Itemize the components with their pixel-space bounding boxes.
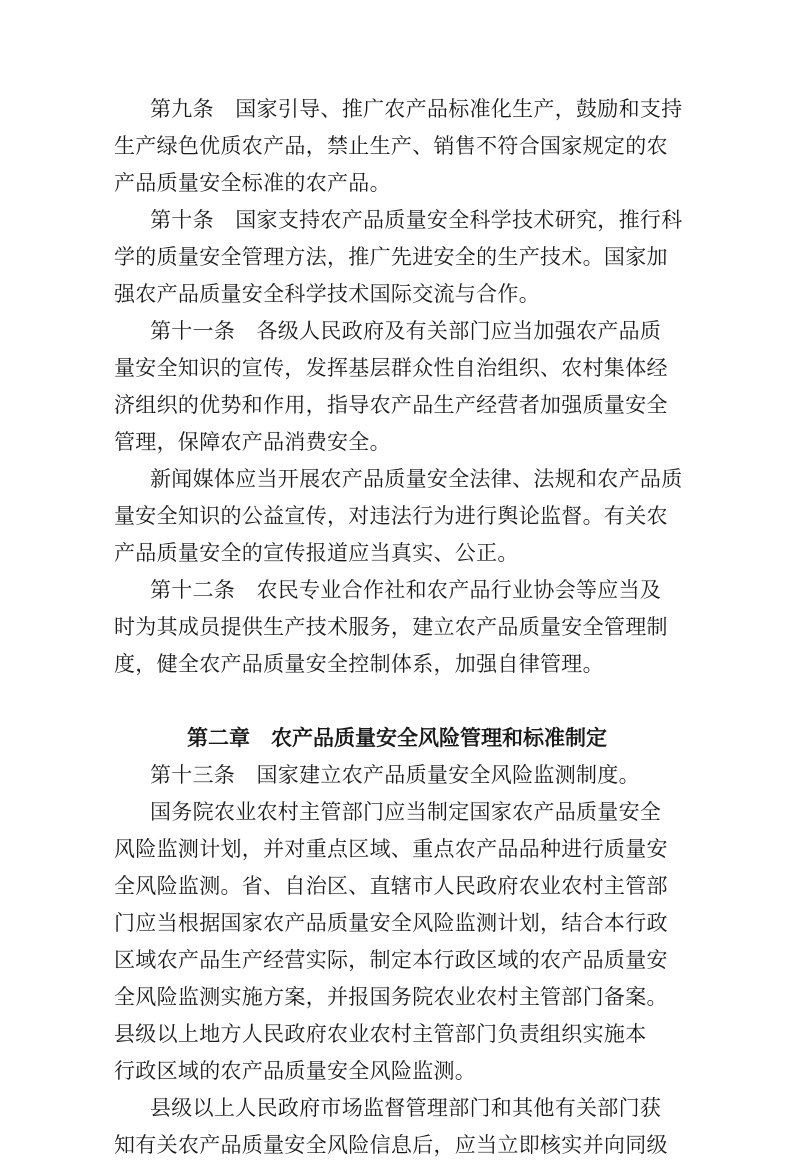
article-11-line-4: 管理，保障农产品消费安全。 [114,430,391,454]
article-13-para-2-line-6: 全风险监测实施方案，并报国务院农业农村主管部门备案。 [114,985,668,1009]
article-12-line-3: 度，健全农产品质量安全控制体系，加强自律管理。 [114,652,604,676]
article-11-line-2: 量安全知识的宣传，发挥基层群众性自治组织、农村集体经 [114,356,668,380]
article-10-line-3: 强农产品质量安全科学技术国际交流与合作。 [114,282,540,306]
article-13-para-2-line-5: 区域农产品生产经营实际，制定本行政区域的农产品质量安 [114,948,668,972]
article-13-para-2-line-7: 县级以上地方人民政府农业农村主管部门负责组织实施本 [114,1022,647,1046]
article-13-para-2-line-8: 行政区域的农产品质量安全风险监测。 [114,1059,477,1083]
article-13-para-3-line-2: 知有关农产品质量安全风险信息后，应当立即核实并向同级 [114,1133,668,1157]
article-12-line-2: 时为其成员提供生产技术服务，建立农产品质量安全管理制 [114,615,668,639]
article-11-line-3: 济组织的优势和作用，指导农产品生产经营者加强质量安全 [114,393,668,417]
article-9-line-2: 生产绿色优质农产品，禁止生产、销售不符合国家规定的农 [114,134,668,158]
article-11-para-2-line-1: 新闻媒体应当开展农产品质量安全法律、法规和农产品质 [150,467,683,491]
section-spacer [114,683,680,720]
article-9-line-1: 第九条 国家引导、推广农产品标准化生产，鼓励和支持 [150,97,683,121]
article-13-line-1: 第十三条 国家建立农产品质量安全风险监测制度。 [150,763,640,787]
article-11-para-2-line-3: 产品质量安全的宣传报道应当真实、公正。 [114,541,519,565]
article-13-para-3-line-1: 县级以上人民政府市场监督管理部门和其他有关部门获 [150,1096,662,1120]
article-13-para-2-line-4: 门应当根据国家农产品质量安全风险监测计划，结合本行政 [114,911,668,935]
article-9-line-3: 产品质量安全标准的农产品。 [114,171,391,195]
article-10-line-2: 学的质量安全管理方法，推广先进安全的生产技术。国家加 [114,245,668,269]
article-13-para-2-line-1: 国务院农业农村主管部门应当制定国家农产品质量安全 [150,800,662,824]
chapter-2-heading: 第二章 农产品质量安全风险管理和标准制定 [187,726,607,750]
article-10-line-1: 第十条 国家支持农产品质量安全科学技术研究，推行科 [150,208,683,232]
article-11-line-1: 第十一条 各级人民政府及有关部门应当加强农产品质 [150,319,662,343]
article-13-para-2-line-2: 风险监测计划，并对重点区域、重点农产品品种进行质量安 [114,837,668,861]
document-body [114,91,683,1164]
article-11-para-2-line-2: 量安全知识的公益宣传，对违法行为进行舆论监督。有关农 [114,504,668,528]
article-12-line-1: 第十二条 农民专业合作社和农产品行业协会等应当及 [150,578,662,602]
article-13-para-2-line-3: 全风险监测。省、自治区、直辖市人民政府农业农村主管部 [114,874,668,898]
